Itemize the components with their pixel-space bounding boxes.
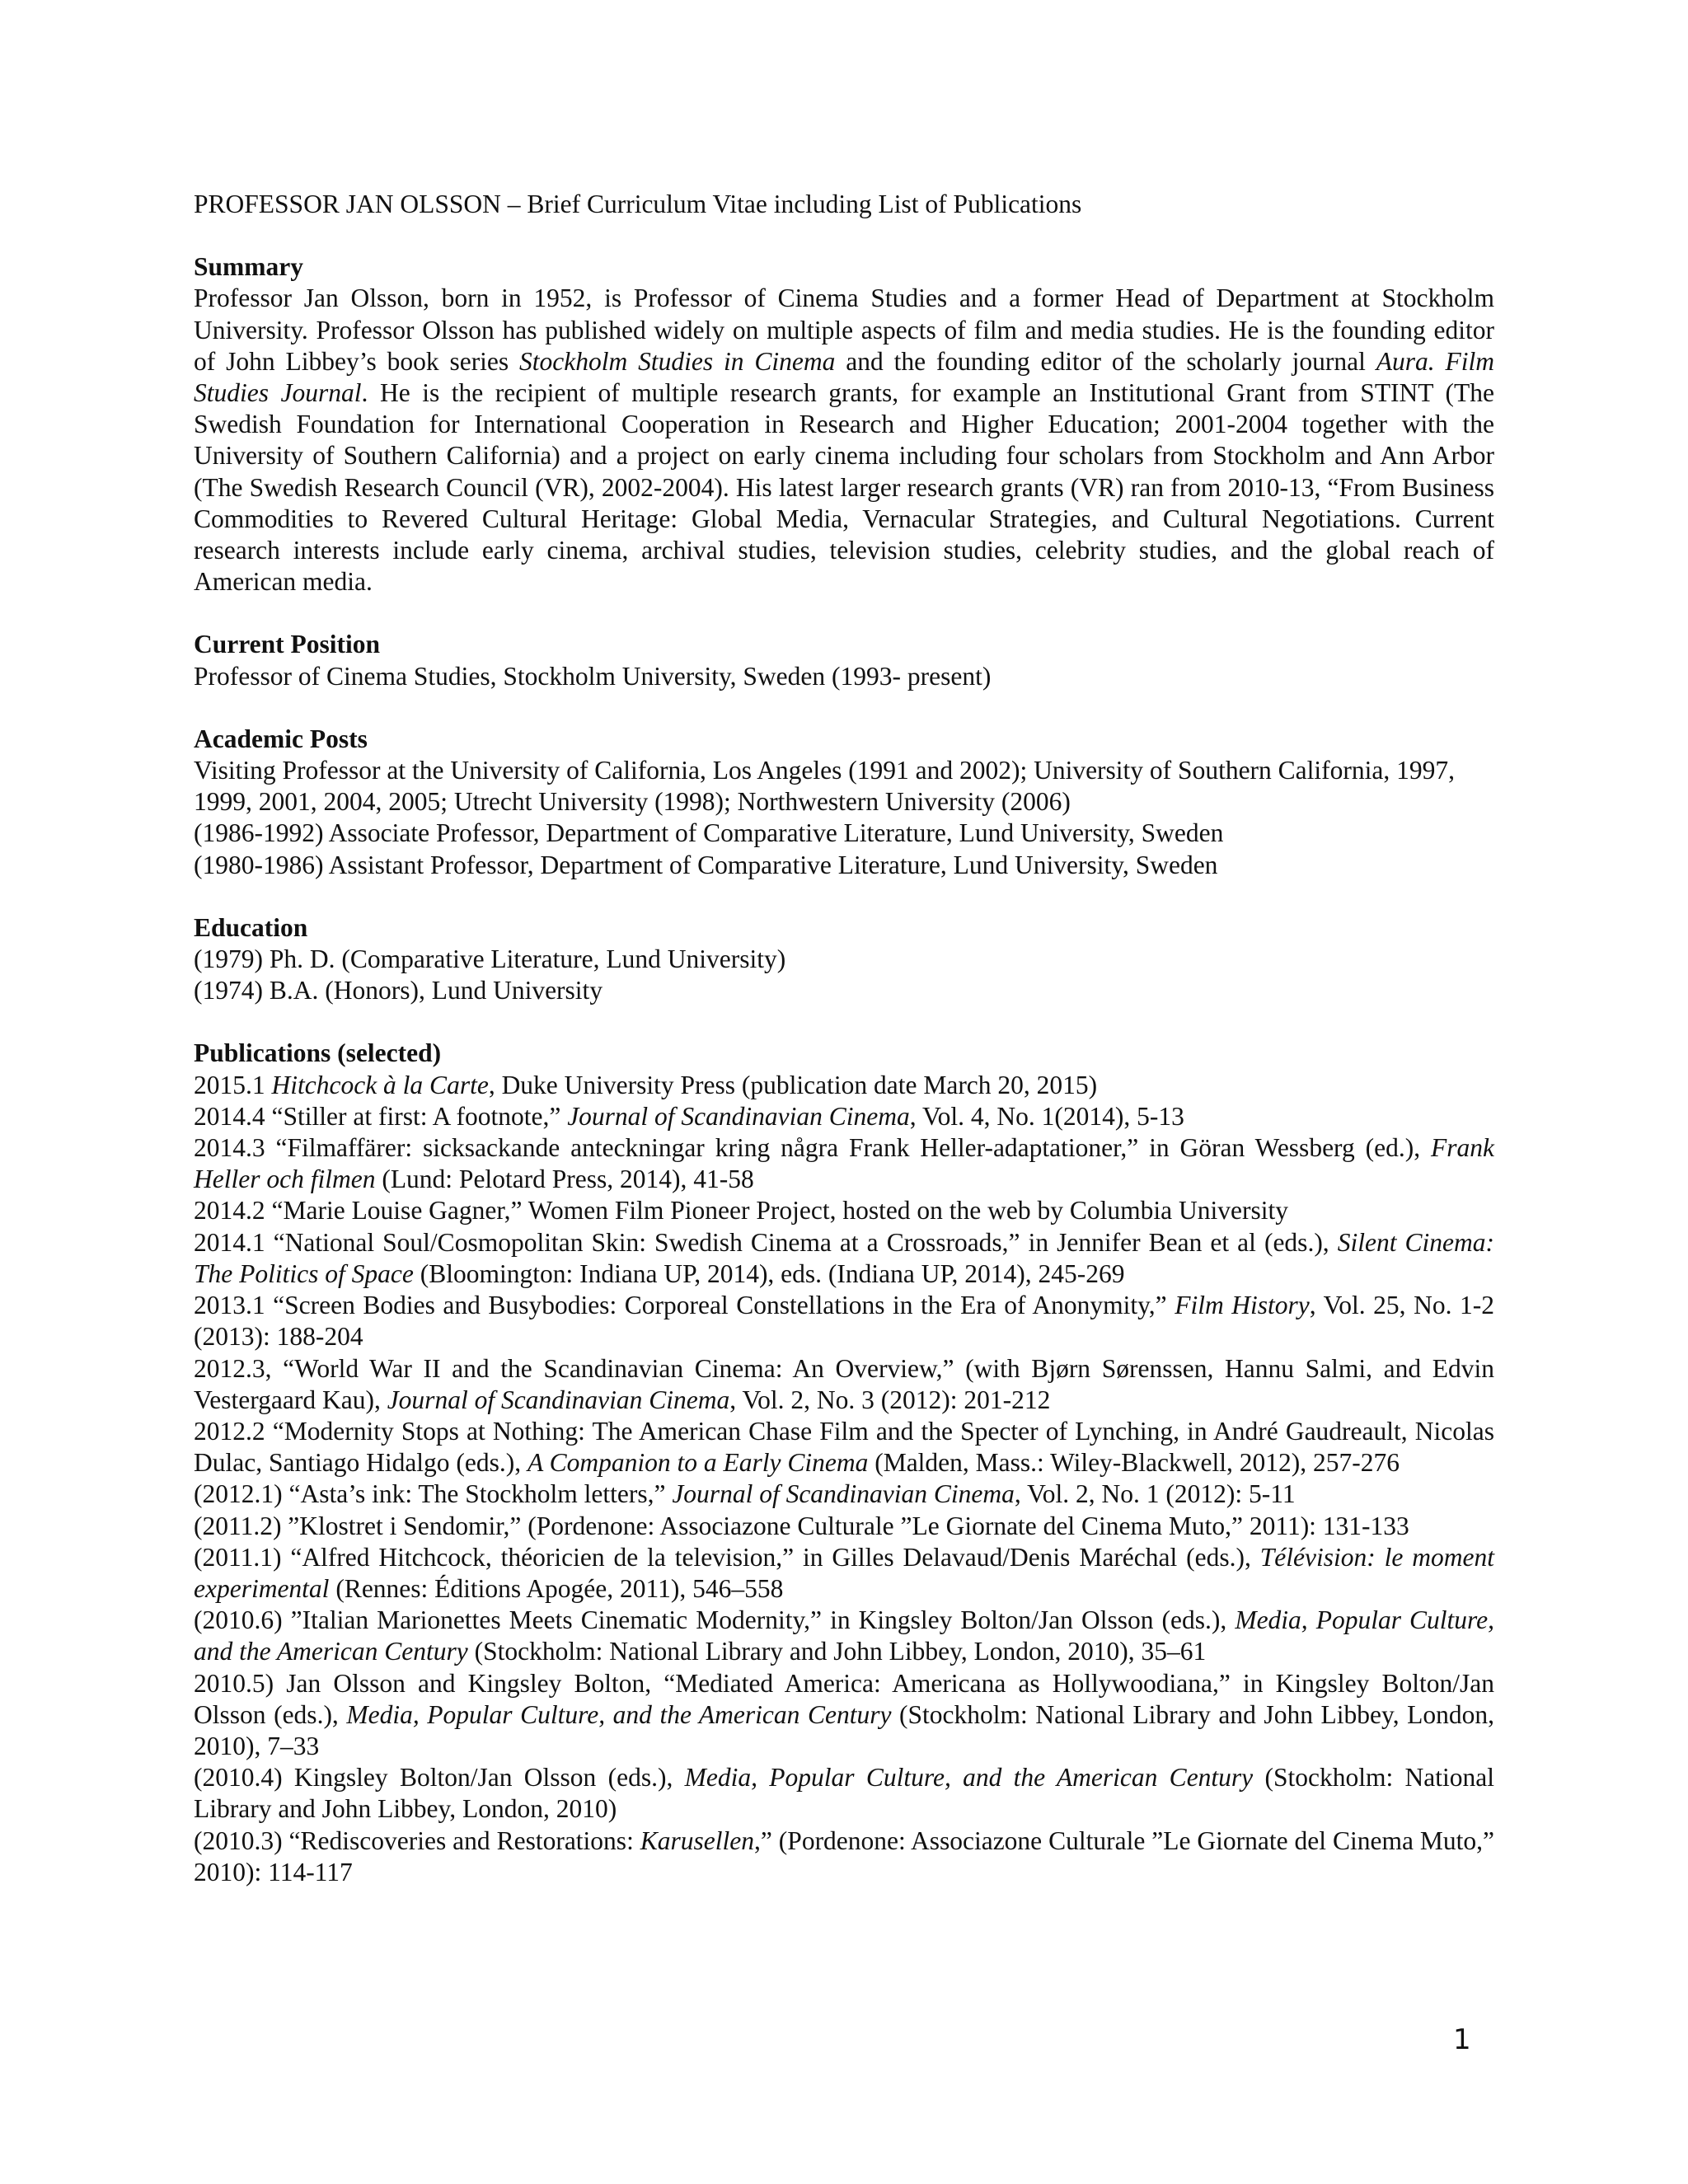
- publication-title: Journal of Scandinavian Cinema: [387, 1385, 730, 1414]
- academic-posts-section: [194, 724, 1494, 881]
- publication-text: , Duke University Press (publication date March 20, 2015): [488, 1070, 1098, 1099]
- summary-heading: Summary: [194, 252, 303, 282]
- publication-title: A Companion to a Early Cinema: [528, 1448, 869, 1478]
- publication-text: (Stockholm: National Library and John Libbey, London, 2010): [194, 1763, 1495, 1824]
- publication-text: , Vol. 2, No. 1 (2012): 5-11: [1014, 1479, 1296, 1509]
- publication-text: ,” (Pordenone: Associazone Culturale ”Le Giornate del Cinema Muto,” 2010): 114-117: [194, 1825, 1494, 1886]
- publication-entry: [194, 1290, 1494, 1352]
- publication-text: (2010.6) ”Italian Marionettes Meets Cinematic Modernity,” in Kingsley Bolton/Jan Olsson (eds.),: [194, 1605, 1236, 1635]
- publication-text: 2012.3, “World War II and the Scandinavian Cinema: An Overview,” (with Bjørn Sørenssen, Hannu Salmi, and Edvin Vestergaard Kau),: [194, 1353, 1494, 1414]
- academic-post-line: (1986-1992) Associate Professor, Department of Comparative Literature, Lund University, Sweden: [194, 818, 1224, 848]
- publication-entry: [194, 1542, 1494, 1605]
- education-section: [194, 912, 1494, 1007]
- publication-text: (2012.1) “Asta’s ink: The Stockholm letters,”: [194, 1479, 673, 1509]
- publication-text: 2014.4 “Stiller at first: A footnote,”: [194, 1101, 568, 1131]
- publication-text: 2015.1: [194, 1070, 272, 1099]
- summary-part: . He is the recipient of multiple research grants, for example an Institutional Grant from STINT (The Swedish Foundation for International Cooperation in Research and Higher Education; 2001-2004 together with the University of Southern California) and a project on early cinema including four scholars from Stockholm and Ann Arbor (The Swedish Research Council (VR), 2002-2004). His latest larger research grants (VR) ran from 2010-13, “From Business Commodities to Revered Cultural Heritage: Global Media, Vernacular Strategies, and Cultural Negotiations. Current research interests include early cinema, archival studies, television studies, celebrity studies, and the global reach of American media.: [194, 378, 1494, 597]
- education-line: (1974) B.A. (Honors), Lund University: [194, 976, 603, 1005]
- publication-entry: [194, 1070, 1494, 1101]
- publication-text: (Stockholm: National Library and John Libbey, London, 2010), 35–61: [467, 1637, 1207, 1666]
- publication-title: Journal of Scandinavian Cinema: [567, 1101, 910, 1131]
- publication-entry: [194, 1668, 1494, 1763]
- publication-text: (2011.2) ”Klostret i Sendomir,” (Pordenone: Associazone Culturale ”Le Giornate del Cinema Muto,” 2011): 131-133: [194, 1511, 1409, 1540]
- publication-entry: [194, 1511, 1494, 1542]
- current-position-section: [194, 629, 1494, 691]
- publication-entry: [194, 1762, 1494, 1825]
- publication-title: Media, Popular Culture, and the American Century: [194, 1605, 1494, 1666]
- publication-entry: [194, 1353, 1494, 1416]
- publication-entry: [194, 1605, 1494, 1667]
- publication-title: Hitchcock à la Carte: [271, 1070, 489, 1099]
- publication-text: (Stockholm: National Library and John Libbey, London, 2010), 7–33: [194, 1699, 1494, 1760]
- education-line: (1979) Ph. D. (Comparative Literature, Lund University): [194, 944, 786, 974]
- summary-part: Professor Jan Olsson, born in 1952, is Professor of Cinema Studies and a former Head of Department at Stockholm University. Professor Olsson has published widely on multiple aspects of film and media studies. He is the founding editor of John Libbey’s book series: [194, 284, 1494, 376]
- publication-entry: [194, 1101, 1494, 1132]
- publication-text: (2010.4) Kingsley Bolton/Jan Olsson (eds.),: [194, 1763, 685, 1793]
- publication-title: Silent Cinema: The Politics of Space: [194, 1227, 1494, 1288]
- publication-text: , Vol. 4, No. 1(2014), 5-13: [909, 1101, 1184, 1131]
- publication-entry: [194, 1416, 1494, 1479]
- publication-text: 2014.1 “National Soul/Cosmopolitan Skin: Swedish Cinema at a Crossroads,” in Jennifer Bean et al (eds.),: [194, 1227, 1338, 1257]
- summary-part: and the founding editor of the scholarly journal: [835, 346, 1376, 376]
- publication-text: (Bloomington: Indiana UP, 2014), eds. (Indiana UP, 2014), 245-269: [413, 1258, 1125, 1288]
- publication-text: (Malden, Mass.: Wiley-Blackwell, 2012), 257-276: [868, 1448, 1400, 1478]
- publication-text: 2012.2 “Modernity Stops at Nothing: The American Chase Film and the Specter of Lynching, in André Gaudreault, Nicolas Dulac, Santiago Hidalgo (eds.),: [194, 1416, 1494, 1478]
- academic-posts-heading: Academic Posts: [194, 724, 368, 753]
- cv-document: [194, 189, 1494, 1888]
- publication-text: 2014.3 “Filmaffärer: sicksackande anteckningar kring några Frank Heller-adaptationer,” in Göran Wessberg (ed.),: [194, 1133, 1432, 1163]
- publication-text: (2010.3) “Rediscoveries and Restorations:: [194, 1825, 640, 1855]
- current-position-heading: Current Position: [194, 630, 381, 659]
- publication-title: Media, Popular Culture, and the American Century: [684, 1763, 1254, 1793]
- publications-heading: Publications (selected): [194, 1038, 442, 1068]
- education-heading: Education: [194, 912, 308, 942]
- publication-title: Télévision: le moment experimental: [194, 1542, 1494, 1603]
- journal-title: Aura. Film Studies Journal: [194, 346, 1495, 408]
- document-title: PROFESSOR JAN OLSSON – Brief Curriculum Vitae including List of Publications: [194, 190, 1082, 218]
- publication-entry: [194, 1825, 1494, 1888]
- academic-post-line: Visiting Professor at the University of California, Los Angeles (1991 and 2002); University of Southern California, 1997, 1999, 2001, 2004, 2005; Utrecht University (1998); Northwestern University (2006): [194, 756, 1455, 817]
- publication-entry: [194, 1479, 1494, 1510]
- publication-text: (Rennes: Éditions Apogée, 2011), 546–558: [329, 1573, 784, 1603]
- publication-title: Frank Heller och filmen: [194, 1133, 1494, 1194]
- publication-title: Media, Popular Culture, and the American Century: [346, 1699, 892, 1729]
- publication-text: , Vol. 25, No. 1-2 (2013): 188-204: [194, 1291, 1494, 1352]
- publication-entry: [194, 1227, 1494, 1290]
- current-position-text: Professor of Cinema Studies, Stockholm University, Sweden (1993- present): [194, 661, 992, 691]
- publication-text: 2010.5) Jan Olsson and Kingsley Bolton, “Mediated America: Americana as Hollywoodiana,” in Kingsley Bolton/Jan Olsson (eds.),: [194, 1668, 1494, 1729]
- page-number: 1: [1453, 2023, 1471, 2056]
- book-series-title: Stockholm Studies in Cinema: [519, 346, 836, 376]
- publication-title: Film History: [1175, 1291, 1310, 1320]
- summary-text: [194, 283, 1494, 598]
- publication-title: Karusellen: [640, 1825, 755, 1855]
- publication-text: (Lund: Pelotard Press, 2014), 41-58: [375, 1165, 754, 1194]
- academic-post-line: (1980-1986) Assistant Professor, Department of Comparative Literature, Lund University, Sweden: [194, 850, 1218, 879]
- publication-text: 2013.1 “Screen Bodies and Busybodies: Corporeal Constellations in the Era of Anonymity,”: [194, 1291, 1175, 1320]
- publication-text: (2011.1) “Alfred Hitchcock, théoricien de la television,” in Gilles Delavaud/Denis Maréchal (eds.),: [194, 1542, 1260, 1572]
- publications-section: [194, 1038, 1494, 1887]
- publication-text: 2014.2 “Marie Louise Gagner,” Women Film Pioneer Project, hosted on the web by Columbia University: [194, 1196, 1288, 1226]
- publication-list: [194, 1070, 1494, 1888]
- publication-entry: [194, 1132, 1494, 1195]
- publication-text: , Vol. 2, No. 3 (2012): 201-212: [729, 1385, 1051, 1414]
- summary-section: [194, 251, 1494, 598]
- publication-title: Journal of Scandinavian Cinema: [672, 1479, 1015, 1509]
- publication-entry: [194, 1195, 1494, 1226]
